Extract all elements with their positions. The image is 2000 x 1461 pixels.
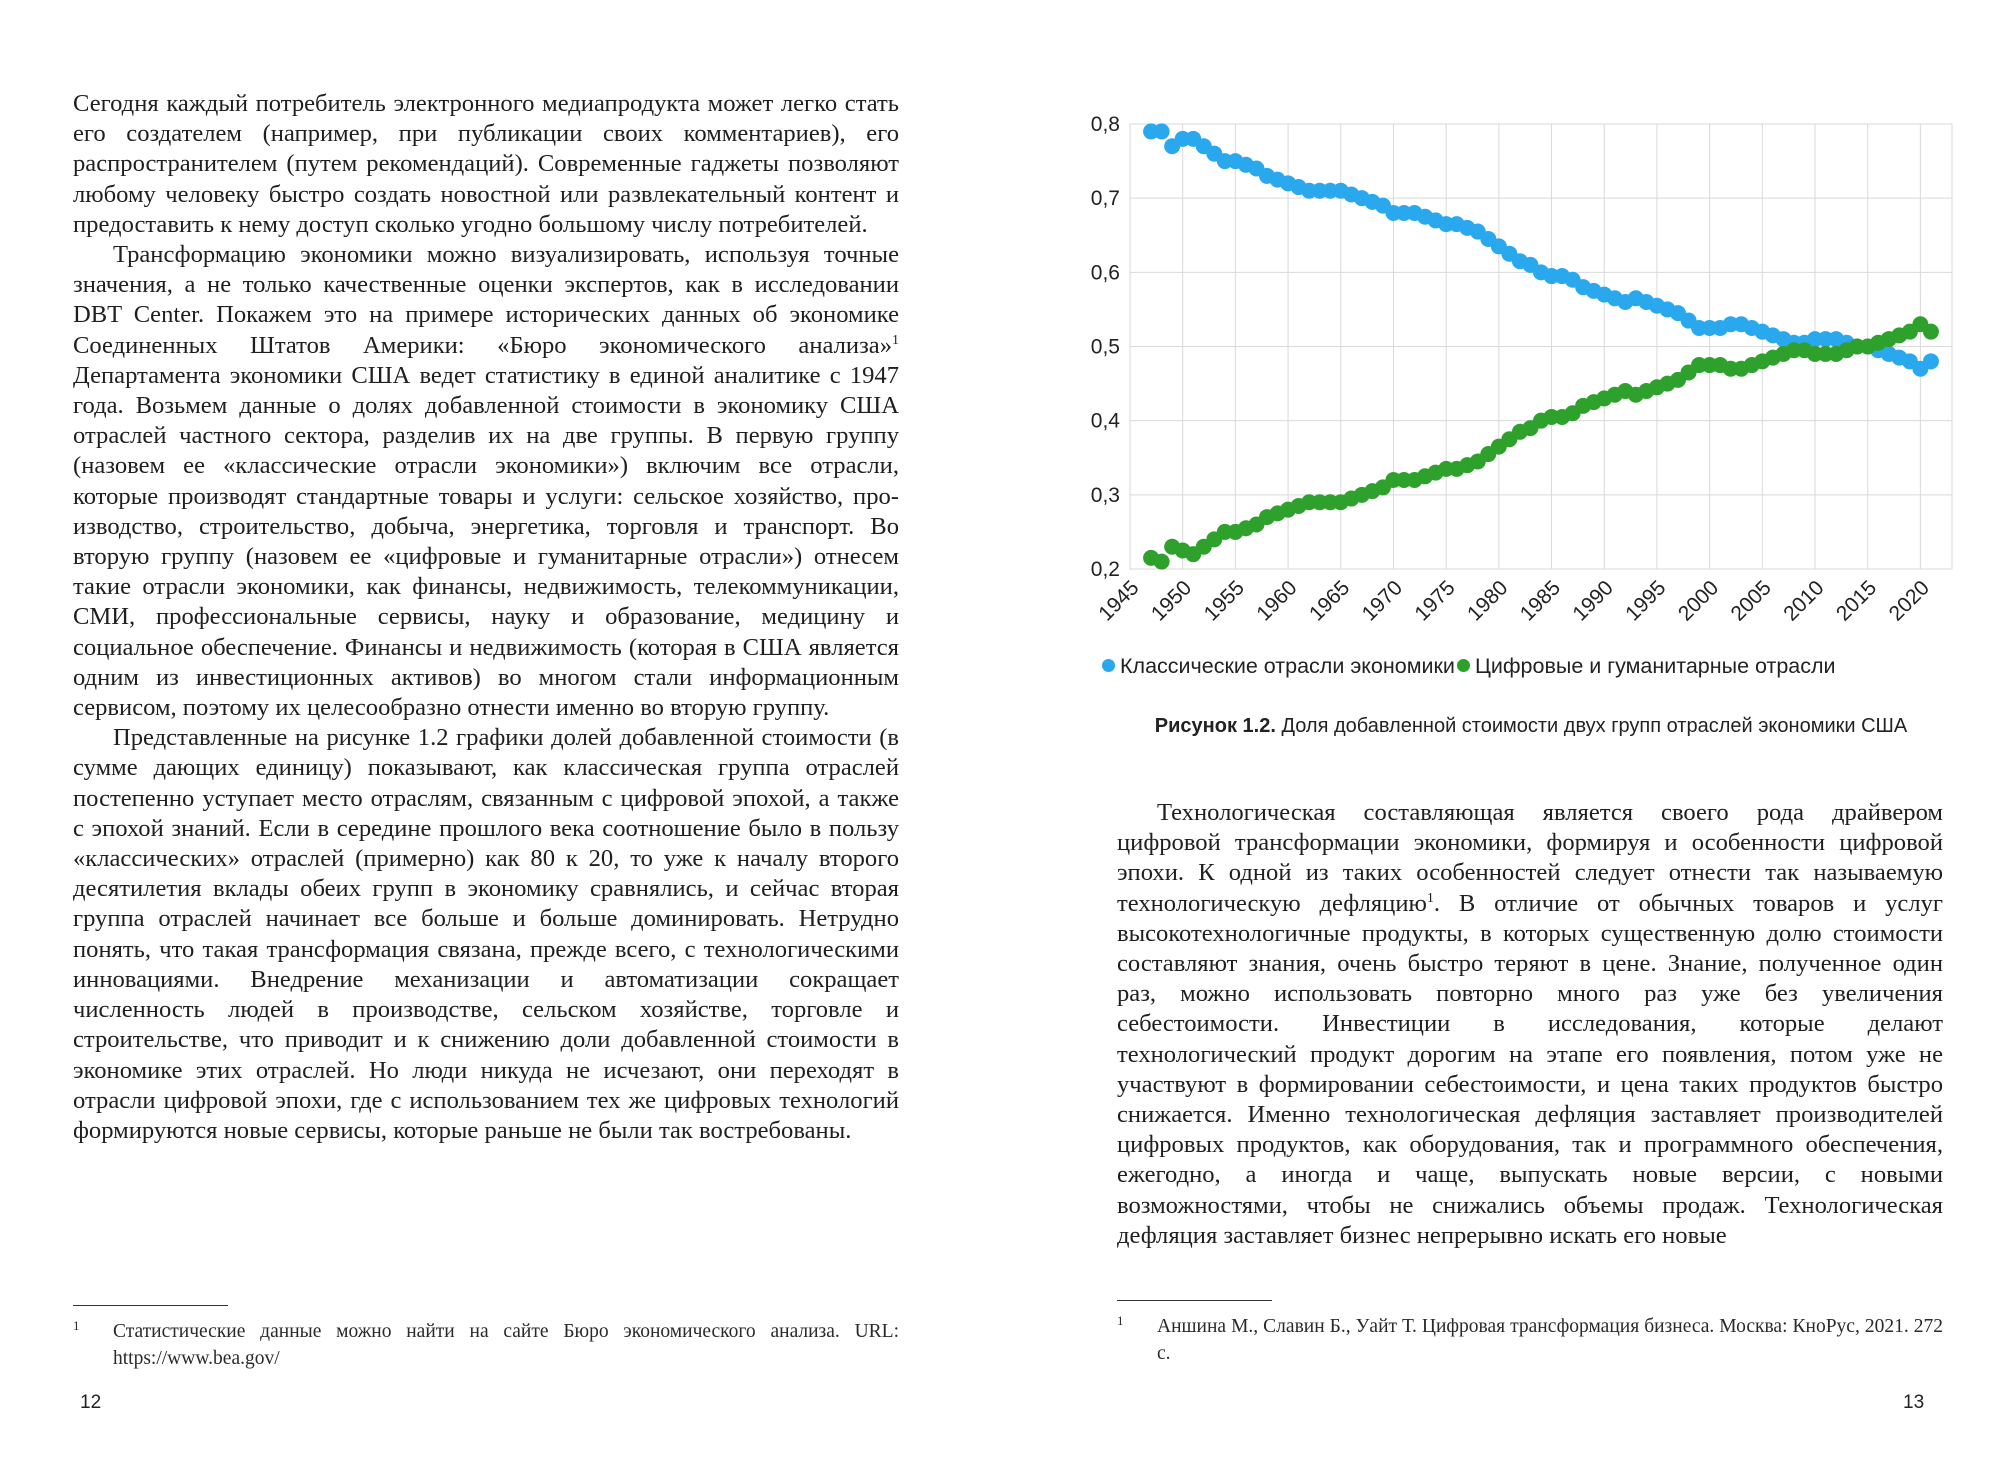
x-tick-label: 1985	[1515, 576, 1566, 626]
left-paragraph-2-part-a: Трансформацию экономики можно визуализировать, используя точные значения, а не только качественные оценки экспертов, как в исследовании DBT Center. Покажем это на примере исторических данных об экономике Соединенных Штатов Америки: «Бюро экономического анализа»	[73, 241, 899, 359]
left-paragraph-2-part-b: Департамента экономики США ведет статистику в единой аналитике с 1947 года. Возьмем данные о долях добавленной стоимости в экономику США отраслей частного сектора, разделив их на две группы. В первую группу (назовем ее «классические отрасли экономики») включим все отрасли, которые производят стандартные товары и услуги: сельское хозяйство, производство, строительство, добыча, энергетика, торговля и транспорт. Во вторую группу (назовем ее «цифровые и гуманитарные отрасли») отнесем такие отрасли экономики, как финансы, недвижимость, телекоммуникации, СМИ, профессиональные сервисы, науку и образование, медицину и социальное обеспечение. Финансы и недвижимость (которая в США является одним из инвестиционных активов) во многом стали информационным сервисом, поэтому их целесообразно отнести именно во вторую группу.	[73, 361, 899, 722]
x-tick-label: 2010	[1779, 576, 1829, 626]
left-body-text	[73, 89, 899, 1146]
legend-item-digital	[1455, 654, 1836, 679]
x-tick-label: 2015	[1831, 576, 1882, 626]
x-tick-label: 1960	[1252, 576, 1302, 626]
figure-caption	[1117, 713, 1945, 740]
x-tick-label: 1945	[1094, 576, 1144, 626]
footnote-number: 1	[73, 1318, 80, 1333]
y-tick-label: 0,5	[1090, 335, 1120, 359]
classic-data-point	[1923, 353, 1939, 369]
chart-legend	[1102, 654, 1962, 679]
footnote-number: 1	[1117, 1313, 1124, 1328]
y-tick-label: 0,2	[1090, 558, 1120, 581]
right-footnote	[1117, 1313, 1943, 1367]
y-tick-label: 0,3	[1090, 483, 1120, 507]
footnote-ref[interactable]: 1	[892, 332, 899, 348]
x-tick-label: 1975	[1410, 576, 1460, 626]
x-tick-label: 1950	[1146, 576, 1197, 626]
chart	[1080, 104, 1960, 664]
footnote-text: Статистические данные можно найти на сайте Бюро экономического анализа. URL: https://www.bea.gov/	[113, 1321, 899, 1369]
x-tick-label: 2000	[1673, 576, 1724, 626]
right-paragraph-part-a: Технологическая составляющая является своего рода драйвером цифровой трансформации экономики, формируя и особенности цифровой эпохи. К одной из таких особенностей следует отнести так называемую технологическую дефляцию	[1117, 799, 1943, 917]
x-axis	[1094, 576, 1934, 625]
caption-label: Рисунок 1.2.	[1154, 715, 1276, 737]
footnote-divider	[73, 1305, 228, 1306]
y-tick-label: 0,8	[1090, 113, 1120, 136]
left-footnote	[73, 1318, 899, 1372]
legend-label-digital: Цифровые и гуманитарные отрасли	[1474, 654, 1836, 678]
caption-text: Доля добавленной стоимости двух групп отраслей экономики США	[1281, 715, 1908, 737]
x-tick-label: 1990	[1568, 576, 1618, 626]
legend-dot-icon	[1457, 659, 1470, 672]
legend-dot-icon	[1102, 659, 1115, 672]
y-tick-label: 0,6	[1090, 261, 1120, 285]
footnote-text: Аншина М., Славин Б., Уайт Т. Цифровая трансформация бизнеса. Москва: КноРус, 2021. 272 с.	[1157, 1316, 1943, 1364]
legend-label-classic: Классические отрасли экономики	[1120, 654, 1455, 678]
x-tick-label: 1970	[1357, 576, 1407, 626]
x-tick-label: 1955	[1199, 576, 1249, 626]
footnote-divider	[1117, 1300, 1272, 1301]
chart-svg	[1080, 104, 1960, 664]
left-paragraph-2	[73, 240, 899, 723]
x-tick-label: 1965	[1305, 576, 1355, 626]
page-number: 13	[1903, 1392, 1925, 1413]
right-page	[1000, 0, 2000, 1461]
left-paragraph-1: Сегодня каждый потребитель электронного медиапродукта может легко стать его создателем (например, при публикации своих комментариев), его распространителем (путем рекомендаций). Современные гаджеты позволяют любому человеку быстро создать новостной или развлекательный контент и предоставить к нему доступ сколько угодно большому числу потребителей.	[73, 90, 899, 238]
y-tick-label: 0,4	[1090, 409, 1120, 433]
digital-data-point	[1923, 324, 1939, 340]
x-tick-label: 2005	[1726, 576, 1776, 626]
digital-data-point	[1154, 554, 1170, 570]
y-axis	[1091, 113, 1121, 581]
left-paragraph-3: Представленные на рисунке 1.2 графики долей добавленной стоимости (в сумме дающих единицу) показывают, как классическая группа отраслей постепенно уступает место отраслям, связанным с цифровой эпохой, а также с эпохой знаний. Если в середине прошлого века соотношение было в пользу «классических» отраслей (примерно) как 80 к 20, то уже к началу второго десятилетия вклады обеих групп в экономику сравнялись, и сейчас вторая группа отраслей начинает все больше и больше доминировать. Нетрудно понять, что такая трансформация связана, прежде всего, с технологическими инновациями. Внедрение механизации и автоматизации сокращает численность людей в производстве, сельском хозяйстве, торговле и строительстве, что приводит и к снижению доли добавленной стоимости в экономике этих отраслей. Но люди никуда не исчезают, они переходят в отрасли цифровой эпохи, где с использованием тех же цифровых технологий формируются новые сервисы, которые раньше не были так востребованы.	[73, 724, 899, 1144]
x-tick-label: 2020	[1884, 576, 1934, 626]
page-number: 12	[80, 1392, 102, 1413]
x-tick-label: 1995	[1621, 576, 1671, 626]
right-paragraph-1	[1117, 798, 1943, 1251]
legend-item-classic	[1102, 654, 1455, 679]
footnote-ref[interactable]: 1	[1426, 890, 1434, 906]
y-tick-label: 0,7	[1090, 187, 1120, 211]
right-body-text	[1117, 798, 1943, 1251]
right-paragraph-part-b: . В отличие от обычных товаров и услуг высокотехнологичные продукты, в которых существенную долю стоимости составляют знания, очень быстро теряют в цене. Знание, полученное один раз, можно использовать повторно много раз уже без увеличения себестоимости. Инвестиции в исследования, которые делают технологический продукт дорогим на этапе его появления, потом уже не участвуют в формировании себестоимости, и цена таких продуктов быстро снижается. Именно технологическая дефляция заставляет производителей цифровых продуктов, как оборудования, так и программного обеспечения, ежегодно, а иногда и чаще, выпускать новые версии, с новыми возможностями, чтобы не снижались объемы продаж. Технологическая дефляция заставляет бизнес непрерывно искать его новые	[1117, 889, 1943, 1249]
classic-data-point	[1154, 123, 1170, 139]
chart-gridlines	[1130, 124, 1952, 569]
x-tick-label: 1980	[1463, 576, 1513, 626]
